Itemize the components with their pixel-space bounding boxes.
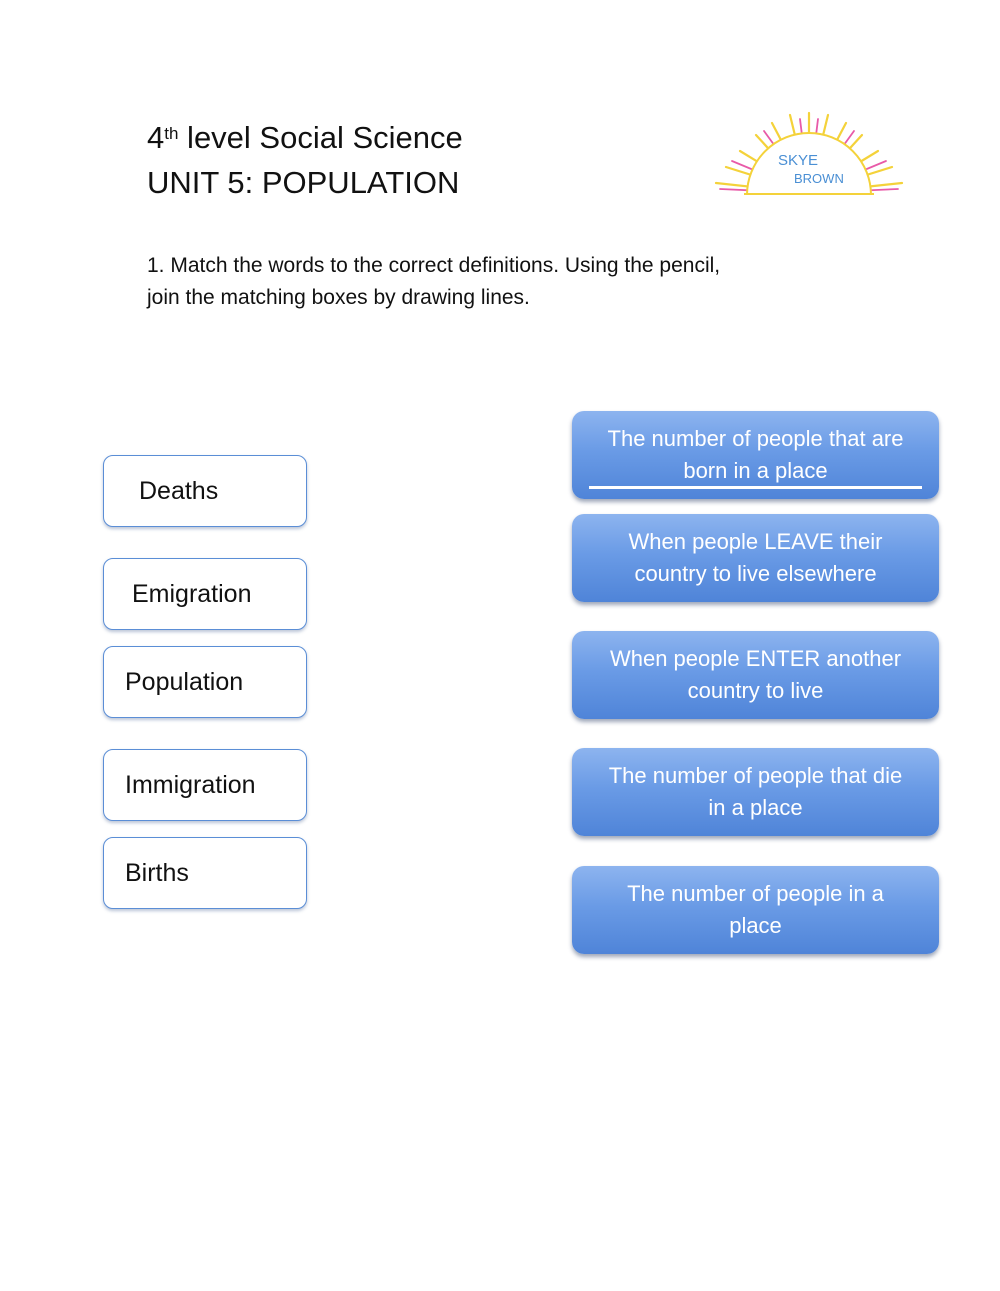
definition-box-immigration[interactable] xyxy=(572,631,939,719)
word-label: Emigration xyxy=(132,579,252,608)
word-box-immigration[interactable] xyxy=(103,749,307,821)
definition-line1: When people LEAVE their xyxy=(628,529,883,554)
definition-box-population[interactable] xyxy=(572,866,939,954)
title-number: 4 xyxy=(147,120,165,155)
instructions-line1: 1. Match the words to the correct definitions. Using the pencil, xyxy=(147,254,721,277)
definition-line1: When people ENTER another xyxy=(609,646,902,671)
word-label: Population xyxy=(125,667,244,696)
instructions xyxy=(147,250,867,314)
logo-line1: SKYE xyxy=(778,152,819,169)
title-ordinal-suffix: th xyxy=(164,124,179,143)
word-box-population[interactable] xyxy=(103,646,307,718)
unit-title: UNIT 5: POPULATION xyxy=(147,165,460,200)
definition-box-emigration[interactable] xyxy=(572,514,939,602)
definition-line2: country to live elsewhere xyxy=(634,561,877,586)
definition-box-deaths[interactable] xyxy=(572,748,939,836)
instructions-line2: join the matching boxes by drawing lines. xyxy=(147,286,530,309)
answer-underline xyxy=(589,486,922,489)
worksheet-title xyxy=(147,120,463,156)
title-text: level Social Science xyxy=(178,120,463,155)
word-label: Immigration xyxy=(125,770,256,799)
word-label: Deaths xyxy=(139,476,219,505)
word-box-deaths[interactable] xyxy=(103,455,307,527)
sun-logo-icon xyxy=(712,105,907,200)
definition-box-births[interactable] xyxy=(572,411,939,499)
word-box-emigration[interactable] xyxy=(103,558,307,630)
definition-line1: The number of people that die xyxy=(608,763,903,788)
word-box-births[interactable] xyxy=(103,837,307,909)
definition-line1: The number of people in a xyxy=(627,881,884,906)
word-label: Births xyxy=(125,858,189,887)
definition-line2: country to live xyxy=(687,678,824,703)
definition-line2: in a place xyxy=(708,795,803,820)
logo-line2: BROWN xyxy=(794,171,844,186)
definition-line2: born in a place xyxy=(683,458,828,483)
definition-line2: place xyxy=(729,913,782,938)
definition-line1: The number of people that are xyxy=(607,426,904,451)
